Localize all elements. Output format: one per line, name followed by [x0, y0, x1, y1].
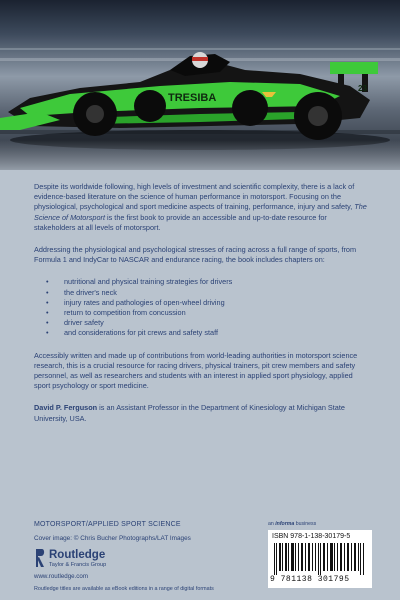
car-livery-text: TRESIBA: [168, 92, 217, 104]
list-item: • and considerations for pit crews and safety staff: [64, 328, 370, 338]
informa-tagline: [268, 521, 316, 527]
list-item: • the driver's neck: [64, 288, 370, 298]
informa-brand: informa: [275, 521, 295, 527]
publisher-website[interactable]: www.routledge.com: [34, 573, 88, 580]
list-item: • injury rates and pathologies of open-wheel driving: [64, 298, 370, 308]
ebook-note: Routledge titles are available as eBook editions in a range of digital formats: [34, 586, 214, 592]
photo-fade: [0, 140, 400, 180]
cover-credit: Cover image: © Chris Bucher Photographs/LAT Images: [34, 535, 191, 542]
publisher-logo: [34, 548, 194, 570]
barcode-panel: [268, 530, 372, 588]
informa-suffix: business: [294, 521, 317, 527]
barcode: [274, 543, 366, 575]
barcode-number: 9 781138 301795: [270, 575, 350, 584]
book-title: The Science of Motorsport: [34, 202, 367, 222]
list-item: • driver safety: [64, 318, 370, 328]
author-bio-text: is an Assistant Professor in the Department of Kinesiology at Michigan State University, USA.: [34, 403, 345, 423]
publisher-name: Routledge: [49, 549, 106, 561]
back-cover-blurb: [34, 182, 370, 436]
car-number: 23: [358, 84, 367, 93]
series-label: MOTORSPORT/APPLIED SPORT SCIENCE: [34, 521, 181, 528]
author-name: David P. Ferguson: [34, 403, 98, 413]
routledge-logo-icon: [34, 548, 46, 568]
informa-prefix: an: [268, 521, 276, 527]
list-item: • nutritional and physical training strategies for drivers: [64, 277, 370, 287]
author-bio: [34, 403, 370, 423]
description-paragraph: [34, 182, 370, 233]
chapter-list: [34, 277, 370, 338]
description-part-2: is the first book to provide an accessible and up-to-date resource for stakeholders at all levels of motorsport.: [34, 212, 327, 232]
description-part-1: Despite its worldwide following, high levels of investment and scientific complexity, there is a lack of evidence-based literature on the science of human performance in motorsport. Focusing on the physiological, psychological and sport medicine aspects of training, performance, injury and safety,: [34, 182, 355, 212]
list-item: • return to competition from concussion: [64, 308, 370, 318]
audience-paragraph: Accessibly written and made up of contributions from world-leading authorities in motorsport science research, this is a crucial resource for racing drivers, physical trainers, pit crew members and safety personnel, as well as researchers and students with an interest in applied sport physiology, applied sport psychology or sport medicine.: [34, 350, 358, 391]
publisher-group: Taylor & Francis Group: [49, 562, 107, 568]
isbn-label: ISBN 978-1-138-30179-5: [272, 533, 351, 540]
scope-paragraph: Addressing the physiological and psychological stresses of racing across a full range of sports, from Formula 1 and IndyCar to NASCAR and endurance racing, the book includes chapters on:: [34, 245, 357, 265]
